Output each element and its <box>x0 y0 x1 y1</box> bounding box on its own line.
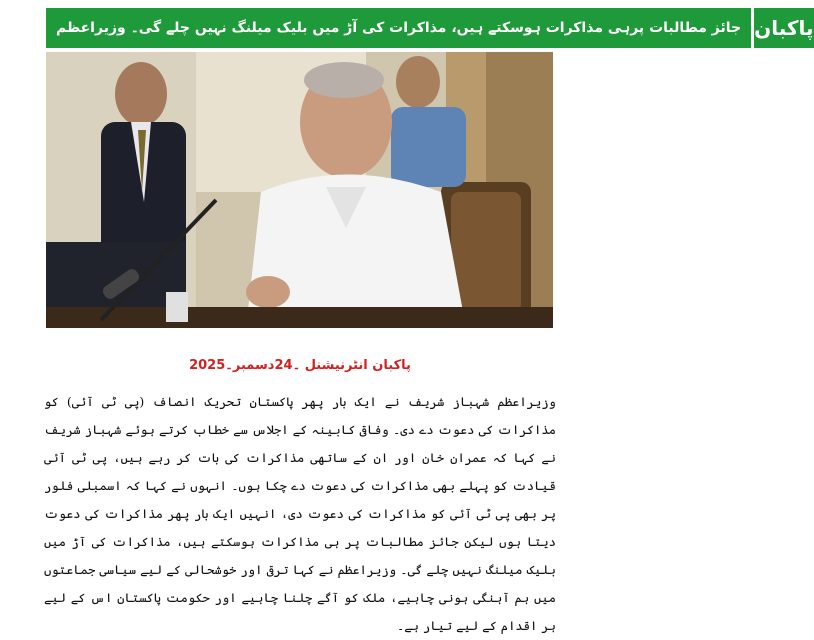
news-photo <box>46 52 553 328</box>
news-photo-illustration <box>46 52 553 328</box>
headline-banner <box>46 8 814 48</box>
headline-text: جائز مطالبات پرہی مذاکرات ہوسکتے ہیں، مذاکرات کی آڑ میں بلیک میلنگ نہیں چلے گی۔ وزیراعظم <box>46 8 751 48</box>
article-body: وزیراعظم شہباز شریف نے ایک بار پھر پاکستان تحریک انصاف (پی ٹی آئی) کو مذاکرات کی دعوت دے دی۔ وفاقی کابینہ کے اجلاس سے خطاب کرتے ہوئے شہباز شریف نے کہا کہ عمران خان اور ان کے ساتھی مذاکرات کی بات کر رہے ہیں، پی ٹی آئی قیادت کو پہلے بھی مذاکرات کی دعوت دے چکا ہوں۔ انہوں نے کہا کہ اسمبلی فلور پر بھی پی ٹی آئی کو مذاکرات کی دعوت دی، انہیں ایک بار پھر مذاکرات کی دعوت دیتا ہوں لیکن جائز مطالبات پر ہی مذاکرات ہوسکتے ہیں، مذاکرات کی آڑ میں بلیک میلنگ نہیں چلے گی۔ وزیراعظم نے کہا ترقی اور خوشحالی کے لیے سیاسی جماعتوں میں ہم آہنگی ہونی چاہیے، ملک کو آگے چلنا چاہیے اور حکومت پاکستان اس کے لیے ہر اقدام کے لیے تیار ہے۔ <box>44 394 556 633</box>
dateline: پاکبان انٹرنیشنل ۔24دسمبر۔2025 <box>189 358 411 373</box>
brand-logo: پاکبان <box>751 8 813 48</box>
